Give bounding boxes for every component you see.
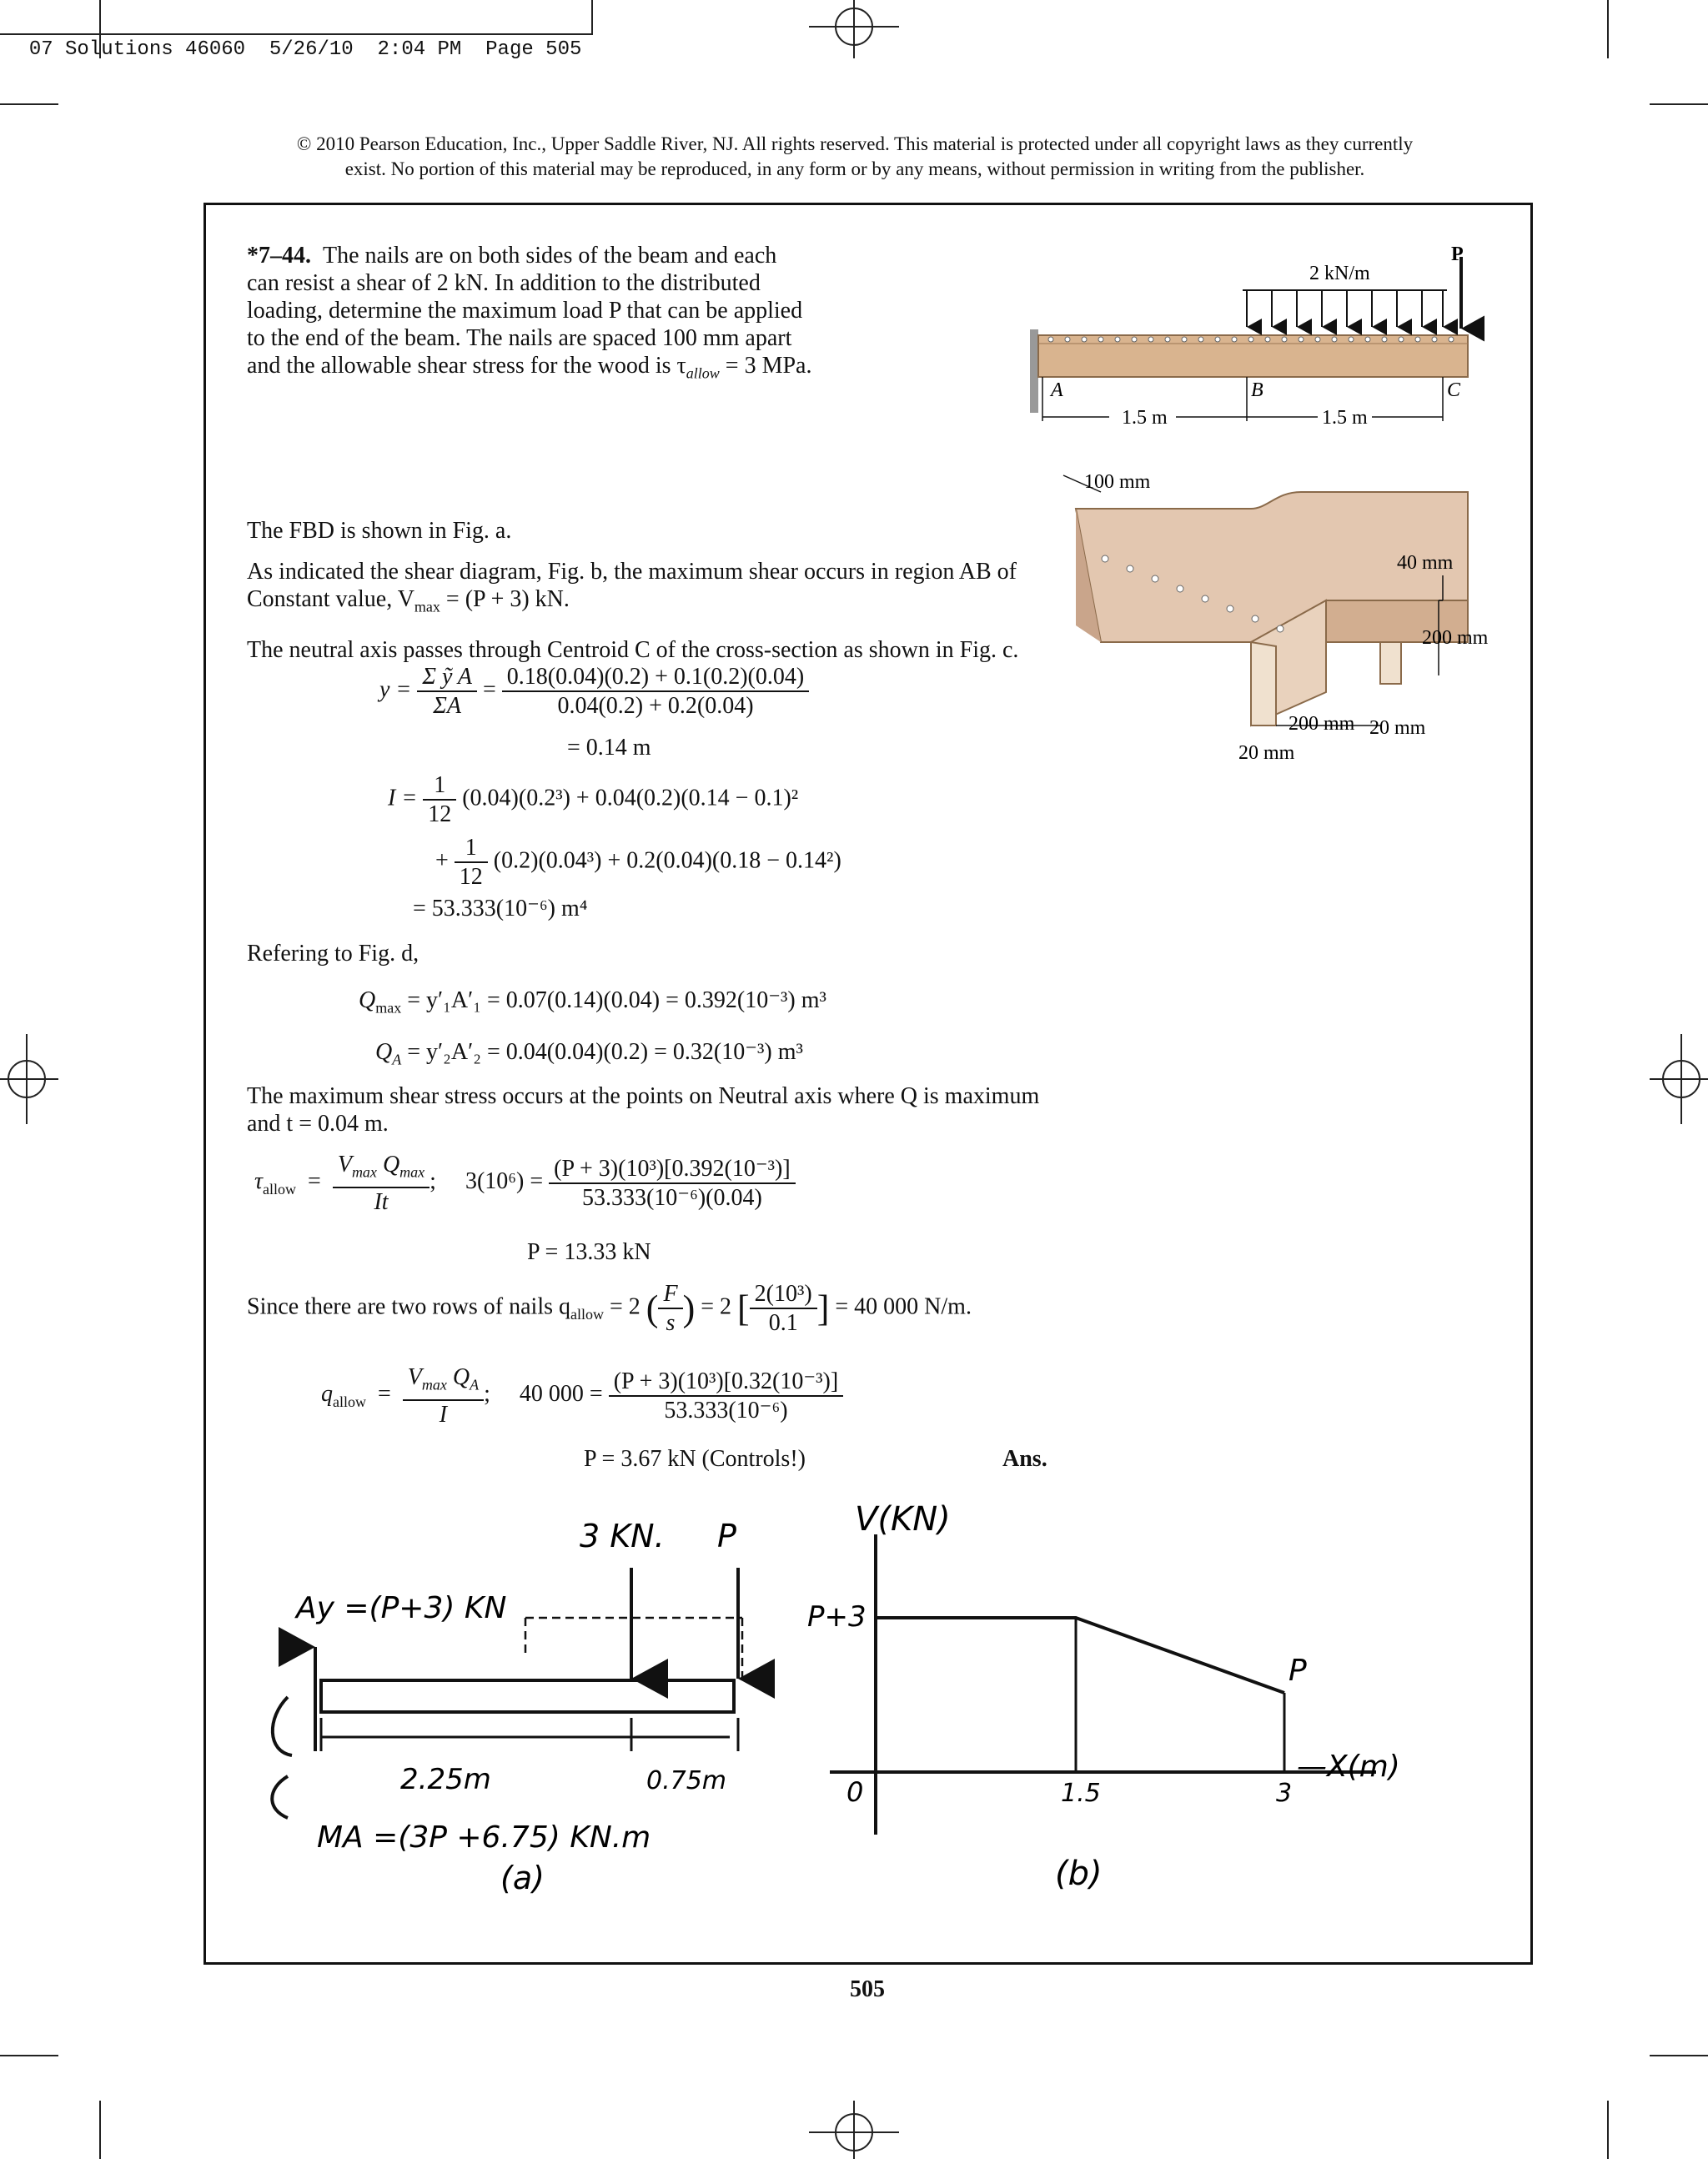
inertia-frac-2: [455, 834, 488, 891]
problem-line-5: and the allowable shear stress for the wood is τ: [247, 353, 686, 379]
tau-frac-2: [549, 1155, 796, 1212]
q-frac: [403, 1363, 484, 1428]
inertia-num-2: 1: [455, 834, 488, 863]
q-lhs: q: [321, 1381, 333, 1408]
tau-frac-den: 53.333(10⁻⁶)(0.04): [581, 1184, 762, 1211]
ybar-num-2: 0.18(0.04)(0.2) + 0.1(0.2)(0.04): [502, 663, 809, 692]
tau-subscript: allow: [686, 364, 720, 382]
ybar-den-1: ΣA: [433, 693, 462, 719]
tau-lhs: τ: [254, 1168, 264, 1195]
shear-line-2: Constant value, V: [247, 586, 414, 612]
tau-num-v: V: [337, 1152, 352, 1177]
shear-sub: max: [414, 598, 440, 615]
ybar-num-1: Σ ỹ A: [417, 663, 477, 692]
fig-b-label: (b): [1055, 1855, 1103, 1893]
nails-num: 2(10³): [750, 1280, 817, 1309]
section-height-200: 200 mm: [1422, 627, 1489, 649]
answer-label: Ans.: [1002, 1446, 1047, 1472]
shear-line-2-end: = (P + 3) kN.: [440, 586, 570, 612]
nails-sub: allow: [570, 1306, 604, 1323]
inertia-den-2: 12: [459, 864, 483, 890]
beam-span-1: 1.5 m: [1122, 407, 1168, 429]
ybar-frac-1: [417, 663, 477, 720]
inertia-num-1: 1: [423, 771, 456, 801]
inertia-plus: +: [435, 847, 449, 874]
inertia-frac-1: [423, 771, 456, 828]
cross-section-figure: [1051, 459, 1501, 776]
ybar-result: = 0.14 m: [567, 735, 651, 761]
copyright-line-2: exist. No portion of this material may be reproduced, in any form or by any means, without permission in writing from the publisher.: [344, 158, 1365, 179]
fig-b-ylabel: V(KN): [855, 1501, 951, 1539]
fig-a-MA: MA =(3P +6.75) KN.m: [317, 1820, 651, 1855]
inertia-result: = 53.333(10⁻⁶) m⁴: [413, 896, 588, 921]
q-num-v: V: [407, 1364, 422, 1390]
print-date: 5/26/10: [269, 38, 354, 61]
q-max-sub: max: [375, 999, 402, 1017]
nails-f: F: [658, 1280, 682, 1309]
nails-eq: = 2: [604, 1293, 640, 1320]
q-allow-equation: [321, 1363, 843, 1428]
fig-b-shear-diagram: [801, 1501, 1434, 1918]
tau-value-lhs: 3(10⁶) =: [465, 1168, 544, 1195]
tau-semicolon: ;: [430, 1168, 436, 1195]
tau-num-q: Q: [376, 1152, 400, 1177]
q-a-sub: A: [392, 1051, 402, 1068]
fig-a-d1: 2.25m: [400, 1763, 491, 1796]
problem-line-3: loading, determine the maximum load P that can be applied: [247, 298, 803, 324]
fig-b-y-start: P+3: [807, 1600, 867, 1634]
q-max-symbol: Q: [359, 987, 376, 1013]
beam-P-label: P: [1451, 244, 1464, 265]
p-result-1: P = 13.33 kN: [527, 1239, 651, 1265]
q-frac-2: [609, 1368, 844, 1424]
q-max-rhs: = y′₁A′₁ = 0.07(0.14)(0.04) = 0.392(10⁻³) m³: [401, 987, 826, 1013]
q-num-sub2: A: [470, 1376, 480, 1393]
problem-statement: [247, 242, 831, 388]
ybar-equation: y = $\frac{\text{Σ ỹ A}}{\Sigma A}$ = $\frac{0.18(0.04)(0.2) + 0.1(0.2)(0.04)}{0.04(0.2) + 0.2(0.04)}$: [379, 663, 809, 720]
print-job: 07 Solutions 46060: [28, 38, 246, 61]
beam-A: A: [1051, 379, 1063, 401]
section-top-40: 40 mm: [1397, 552, 1454, 574]
beam-span-2: 1.5 m: [1322, 407, 1368, 429]
tau-den: It: [374, 1188, 389, 1215]
tau-frac: [333, 1151, 430, 1216]
tau-eq: =: [308, 1168, 321, 1195]
fig-a-P: P: [717, 1518, 736, 1554]
fig-a-label: (a): [500, 1860, 545, 1896]
q-num-sub1: max: [421, 1376, 447, 1393]
tau-lhs-sub: allow: [263, 1180, 297, 1197]
nails-den: 0.1: [768, 1310, 798, 1336]
nails-frac-2: [750, 1280, 817, 1337]
nails-frac: [658, 1280, 682, 1337]
problem-number: *7–44.: [247, 243, 311, 269]
shear-curve: [876, 1618, 1284, 1693]
section-spacing: 100 mm: [1084, 471, 1151, 493]
problem-line-2: can resist a shear of 2 kN. In addition to the distributed: [247, 270, 761, 296]
nails-equation: Since there are two rows of nails $q_{allow} = 2$ ( $\frac{F}{s}$ ) = 2 [ $\frac{\text{2(10³)}}{0.1}$ ] = 40 000 N/m.: [247, 1281, 972, 1336]
fig-a-d2: 0.75m: [646, 1766, 727, 1795]
inertia-den-1: 12: [428, 801, 452, 827]
beam-B: B: [1251, 379, 1263, 401]
fig-b-origin: 0: [846, 1776, 864, 1808]
fig-a-Ay: Ay =(P+3) KN: [296, 1591, 507, 1625]
p-result-2: P = 3.67 kN (Controls!): [584, 1446, 806, 1472]
inertia-lhs: I =: [388, 785, 418, 811]
fig-b-x1: 1.5: [1061, 1779, 1101, 1808]
ybar-den-2: 0.04(0.2) + 0.2(0.04): [557, 693, 754, 719]
fbd-line: The FBD is shown in Fig. a.: [247, 518, 512, 544]
section-left-20: 20 mm: [1238, 742, 1295, 764]
q-den: I: [439, 1401, 448, 1428]
ybar-frac-2: [502, 663, 809, 720]
fig-b-y-end: P: [1289, 1654, 1307, 1688]
beam-figure: [1017, 242, 1484, 442]
fig-a-load: 3 KN.: [580, 1518, 665, 1554]
q-semicolon: ;: [484, 1381, 490, 1408]
tau-frac-num: (P + 3)(10³)[0.392(10⁻³)]: [549, 1155, 796, 1184]
copyright-line-1: © 2010 Pearson Education, Inc., Upper Saddle River, NJ. All rights reserved. This material is protected under all copyright laws as they currently: [296, 133, 1414, 154]
q-value-lhs: 40 000 =: [519, 1381, 603, 1408]
inertia-term-1: (0.04)(0.2³) + 0.04(0.2)(0.14 − 0.1)²: [462, 785, 799, 811]
solution-text: [247, 517, 1064, 664]
page-number: 505: [850, 1976, 885, 2002]
q-eq: =: [378, 1381, 391, 1408]
problem-line-4: to the end of the beam. The nails are spaced 100 mm apart: [247, 325, 792, 351]
inertia-term-2: (0.2)(0.04³) + 0.2(0.04)(0.18 − 0.14²): [493, 847, 841, 874]
inertia-line-1: [388, 771, 798, 828]
nails-s: s: [666, 1310, 676, 1336]
q-frac-num: (P + 3)(10³)[0.32(10⁻³)]: [609, 1368, 844, 1397]
nails-result: = 40 000 N/m.: [835, 1293, 972, 1320]
print-page: Page 505: [485, 38, 582, 61]
max-shear-line-1: The maximum shear stress occurs at the points on Neutral axis where Q is maximum: [247, 1083, 1040, 1109]
q-a-line: [375, 1038, 803, 1074]
section-right-20: 20 mm: [1369, 717, 1426, 739]
q-frac-den: 53.333(10⁻⁶): [664, 1397, 788, 1423]
fig-b-xlabel: —X(m): [1297, 1750, 1400, 1784]
inertia-line-2: [435, 834, 841, 891]
nails-eq2: = 2: [701, 1293, 732, 1320]
q-lhs-sub: allow: [333, 1393, 366, 1410]
max-shear-line-2: and t = 0.04 m.: [247, 1111, 389, 1137]
problem-line-1: The nails are on both sides of the beam and each: [323, 243, 777, 269]
beam-load-label: 2 kN/m: [1309, 263, 1370, 284]
print-time: 2:04 PM: [377, 38, 462, 61]
tau-value: = 3 MPa.: [719, 353, 812, 379]
shear-line-1: As indicated the shear diagram, Fig. b, the maximum shear occurs in region AB of: [247, 559, 1017, 585]
q-a-rhs: = y′₂A′₂ = 0.04(0.04)(0.2) = 0.32(10⁻³) m³: [401, 1039, 803, 1065]
nails-text: Since there are two rows of nails q: [247, 1293, 570, 1320]
beam-C: C: [1447, 379, 1461, 401]
q-a-symbol: Q: [375, 1039, 393, 1065]
ybar-lhs: y =: [379, 676, 412, 703]
fig-a-fbd: [250, 1501, 784, 1901]
section-inner-200: 200 mm: [1289, 713, 1355, 735]
neutral-axis-line: The neutral axis passes through Centroid C of the cross-section as shown in Fig. c.: [247, 636, 1019, 663]
tau-num-sub2: max: [399, 1163, 425, 1181]
q-num-q: Q: [446, 1364, 470, 1390]
max-shear-text: [247, 1082, 1081, 1137]
tau-equation: [254, 1151, 796, 1216]
q-max-line: [359, 987, 826, 1022]
tau-num-sub1: max: [351, 1163, 377, 1181]
refer-line: Refering to Fig. d,: [247, 941, 419, 967]
fig-b-x2: 3: [1276, 1779, 1293, 1808]
copyright-notice: [167, 132, 1543, 182]
